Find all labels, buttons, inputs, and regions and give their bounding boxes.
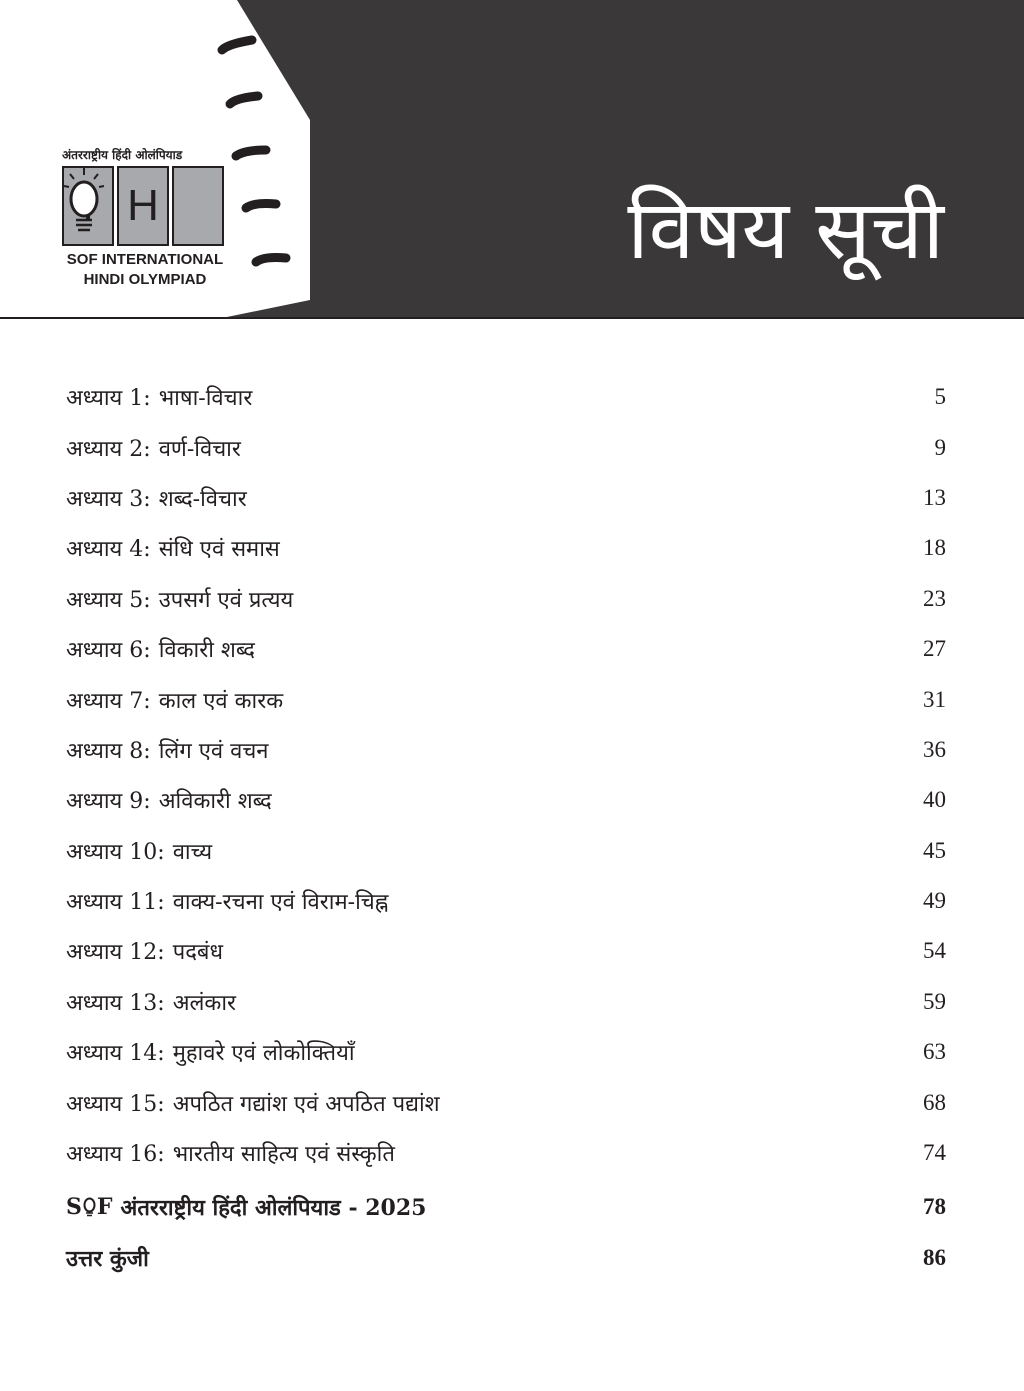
toc-entry[interactable] bbox=[66, 775, 946, 825]
table-of-contents bbox=[66, 372, 946, 1283]
chapter-number: अध्याय 6: bbox=[66, 638, 151, 664]
page-number: 27 bbox=[923, 636, 946, 662]
logo-subtitle bbox=[62, 250, 228, 290]
page-number: 49 bbox=[923, 888, 946, 914]
chapter-title: विकारी शब्द bbox=[158, 638, 255, 664]
toc-entry[interactable] bbox=[66, 674, 946, 724]
chapter-title: लिंग एवं वचन bbox=[158, 738, 269, 764]
toc-entry-label bbox=[66, 987, 236, 1017]
chapter-title: उपसर्ग एवं प्रत्यय bbox=[158, 587, 294, 613]
chapter-title: काल एवं कारक bbox=[158, 688, 284, 714]
toc-entry[interactable] bbox=[66, 523, 946, 573]
sof-brand-mark bbox=[66, 1192, 113, 1222]
logo-hindi-name: अंतरराष्ट्रीय हिंदी ओलंपियाड bbox=[62, 148, 183, 162]
toc-entry[interactable] bbox=[66, 725, 946, 775]
chapter-title: वाक्य-रचना एवं विराम-चिह्न bbox=[172, 890, 389, 916]
chapter-number: अध्याय 3: bbox=[66, 486, 151, 512]
page-number: 74 bbox=[923, 1140, 946, 1166]
logo-tile-h: H bbox=[117, 166, 169, 246]
toc-entry[interactable] bbox=[66, 977, 946, 1027]
answer-key-title: उत्तर कुंजी bbox=[66, 1245, 149, 1272]
lightbulb-icon bbox=[62, 166, 106, 238]
page-number: 45 bbox=[923, 837, 946, 863]
chapter-title: अलंकार bbox=[172, 990, 237, 1016]
toc-entry[interactable] bbox=[66, 1128, 946, 1178]
toc-entry[interactable] bbox=[66, 1027, 946, 1077]
chapter-number: अध्याय 14: bbox=[66, 1041, 165, 1067]
page-number: 5 bbox=[934, 384, 946, 410]
toc-entry[interactable] bbox=[66, 876, 946, 926]
chapter-title: अपठित गद्यांश एवं अपठित पद्यांश bbox=[172, 1091, 440, 1117]
chapter-title: भाषा-विचार bbox=[158, 386, 253, 412]
brand-letter-s: S bbox=[66, 1194, 82, 1221]
toc-entry-label bbox=[66, 1037, 355, 1067]
chapter-number: अध्याय 10: bbox=[66, 839, 165, 865]
toc-entry[interactable] bbox=[66, 574, 946, 624]
page-number: 54 bbox=[923, 938, 946, 964]
chapter-title: भारतीय साहित्य एवं संस्कृति bbox=[172, 1142, 395, 1168]
page-number: 9 bbox=[934, 434, 946, 460]
page-number: 86 bbox=[923, 1244, 946, 1270]
page-number: 63 bbox=[923, 1039, 946, 1065]
chapter-title: संधि एवं समास bbox=[158, 537, 280, 563]
brand-letter-f: F bbox=[96, 1194, 113, 1221]
toc-entry-label bbox=[66, 533, 280, 563]
chapter-title: अविकारी शब्द bbox=[158, 789, 272, 815]
toc-entry-answer-key[interactable] bbox=[66, 1233, 946, 1283]
chapter-number: अध्याय 15: bbox=[66, 1091, 165, 1117]
chapter-number: अध्याय 16: bbox=[66, 1142, 165, 1168]
logo-tile-o bbox=[172, 166, 224, 246]
toc-entry-label bbox=[66, 382, 252, 412]
lightbulb-icon bbox=[83, 1197, 96, 1217]
chapter-title: वर्ण-विचार bbox=[158, 436, 241, 462]
toc-entry[interactable] bbox=[66, 473, 946, 523]
chapter-number: अध्याय 8: bbox=[66, 738, 151, 764]
chapter-number: अध्याय 7: bbox=[66, 688, 151, 714]
chapter-number: अध्याय 12: bbox=[66, 940, 165, 966]
toc-entry-label bbox=[66, 1243, 149, 1273]
chapter-number: अध्याय 9: bbox=[66, 789, 151, 815]
page-number: 18 bbox=[923, 535, 946, 561]
toc-entry[interactable] bbox=[66, 624, 946, 674]
chapter-number: अध्याय 2: bbox=[66, 436, 151, 462]
chapter-number: अध्याय 13: bbox=[66, 990, 165, 1016]
toc-entry[interactable] bbox=[66, 372, 946, 422]
toc-entry-label bbox=[66, 836, 212, 866]
toc-entry-label bbox=[66, 483, 247, 513]
page-number: 68 bbox=[923, 1089, 946, 1115]
chapter-number: अध्याय 5: bbox=[66, 587, 151, 613]
chapter-number: अध्याय 4: bbox=[66, 537, 151, 563]
page-number: 23 bbox=[923, 585, 946, 611]
chapter-title: शब्द-विचार bbox=[158, 486, 247, 512]
logo-line-2: HINDI OLYMPIAD bbox=[83, 271, 207, 288]
olympiad-title: अंतरराष्ट्रीय हिंदी ओलंपियाड - 2025 bbox=[120, 1195, 427, 1222]
toc-entry-label bbox=[66, 735, 269, 765]
toc-entry-olympiad[interactable] bbox=[66, 1182, 946, 1232]
toc-entry-label bbox=[66, 936, 223, 966]
logo-line-1: SOF INTERNATIONAL bbox=[66, 251, 224, 268]
header-band bbox=[0, 0, 1024, 320]
toc-entry-label bbox=[66, 685, 283, 715]
page-title: विषय सूची bbox=[627, 183, 944, 278]
page-number: 40 bbox=[923, 787, 946, 813]
chapter-title: मुहावरे एवं लोकोक्तियाँ bbox=[172, 1041, 355, 1067]
toc-entry-label bbox=[66, 433, 241, 463]
toc-entry[interactable] bbox=[66, 422, 946, 472]
chapter-number: अध्याय 1: bbox=[66, 386, 151, 412]
toc-entry-label bbox=[66, 886, 388, 916]
toc-entry-label bbox=[66, 1138, 395, 1168]
toc-entry[interactable] bbox=[66, 1077, 946, 1127]
toc-entry-label bbox=[66, 1088, 440, 1118]
iho-logo bbox=[62, 166, 224, 246]
toc-entry-label bbox=[66, 1192, 426, 1222]
page-number: 59 bbox=[923, 988, 946, 1014]
page-number: 13 bbox=[923, 484, 946, 510]
page-number: 36 bbox=[923, 736, 946, 762]
toc-entry-label bbox=[66, 785, 272, 815]
chapter-title: पदबंध bbox=[172, 940, 223, 966]
page-number: 31 bbox=[923, 686, 946, 712]
chapter-title: वाच्य bbox=[172, 839, 213, 865]
chapter-number: अध्याय 11: bbox=[66, 890, 165, 916]
page-number: 78 bbox=[923, 1194, 946, 1220]
toc-entry-label bbox=[66, 584, 293, 614]
toc-entry[interactable] bbox=[66, 826, 946, 876]
toc-entry-label bbox=[66, 634, 255, 664]
toc-entry[interactable] bbox=[66, 926, 946, 976]
